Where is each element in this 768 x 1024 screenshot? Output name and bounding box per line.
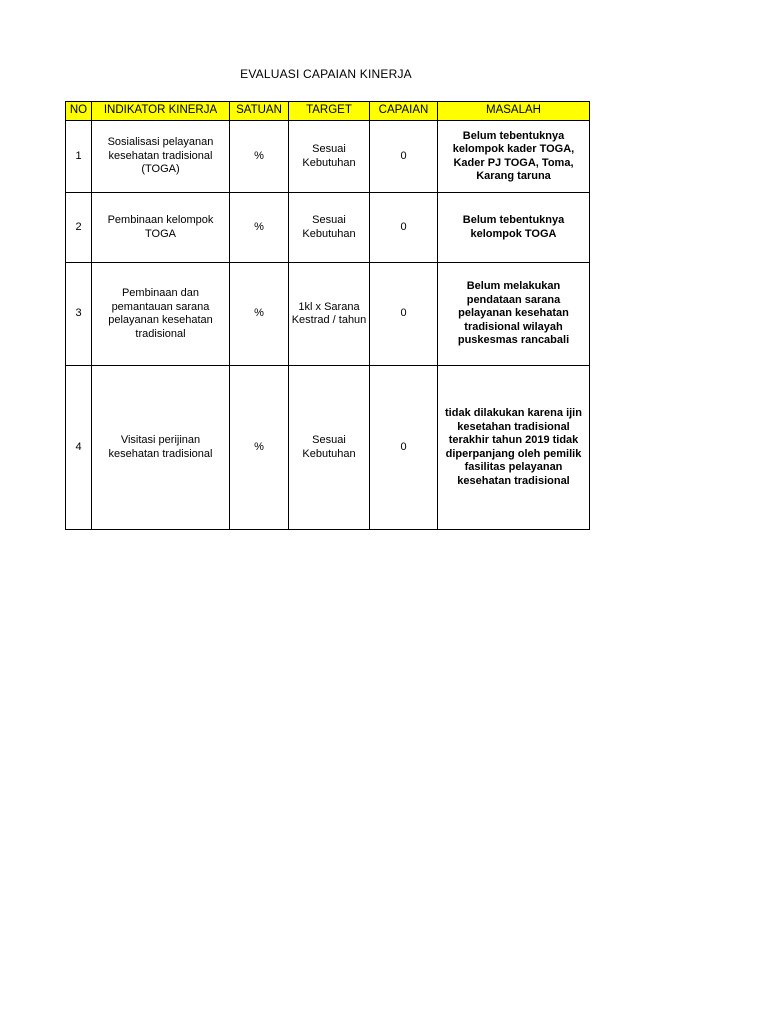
table-row xyxy=(66,263,590,366)
table-row xyxy=(66,121,590,193)
cell-unit: % xyxy=(230,366,289,530)
cell-problem: Belum tebentuknya kelompok kader TOGA, Kader PJ TOGA, Toma, Karang taruna xyxy=(438,121,590,193)
cell-indicator: Visitasi perijinan kesehatan tradisional xyxy=(92,366,230,530)
cell-achievement: 0 xyxy=(370,366,438,530)
cell-unit: % xyxy=(230,263,289,366)
cell-problem: tidak dilakukan karena ijin kesetahan tradisional terakhir tahun 2019 tidak diperpanjang oleh pemilik fasilitas pelayanan kesehatan tradisional xyxy=(438,366,590,530)
cell-no: 2 xyxy=(66,193,92,263)
cell-no: 1 xyxy=(66,121,92,193)
cell-target: Sesuai Kebutuhan xyxy=(289,121,370,193)
table-header-row xyxy=(66,102,590,121)
cell-achievement: 0 xyxy=(370,193,438,263)
cell-unit: % xyxy=(230,193,289,263)
header-problem: MASALAH xyxy=(438,102,590,121)
cell-achievement: 0 xyxy=(370,263,438,366)
document-title: EVALUASI CAPAIAN KINERJA xyxy=(240,67,412,81)
cell-achievement: 0 xyxy=(370,121,438,193)
cell-no: 4 xyxy=(66,366,92,530)
header-achievement: CAPAIAN xyxy=(370,102,438,121)
cell-indicator: Sosialisasi pelayanan kesehatan tradisional (TOGA) xyxy=(92,121,230,193)
cell-unit: % xyxy=(230,121,289,193)
cell-problem: Belum melakukan pendataan sarana pelayanan kesehatan tradisional wilayah puskesmas rancabali xyxy=(438,263,590,366)
cell-target: Sesuai Kebutuhan xyxy=(289,193,370,263)
cell-indicator: Pembinaan kelompok TOGA xyxy=(92,193,230,263)
cell-problem: Belum tebentuknya kelompok TOGA xyxy=(438,193,590,263)
cell-target: Sesuai Kebutuhan xyxy=(289,366,370,530)
performance-evaluation-table xyxy=(65,101,590,530)
table-row xyxy=(66,193,590,263)
cell-indicator: Pembinaan dan pemantauan sarana pelayanan kesehatan tradisional xyxy=(92,263,230,366)
header-indicator: INDIKATOR KINERJA xyxy=(92,102,230,121)
cell-no: 3 xyxy=(66,263,92,366)
table-row xyxy=(66,366,590,530)
header-target: TARGET xyxy=(289,102,370,121)
cell-target: 1kl x Sarana Kestrad / tahun xyxy=(289,263,370,366)
header-no: NO xyxy=(66,102,92,121)
header-unit: SATUAN xyxy=(230,102,289,121)
